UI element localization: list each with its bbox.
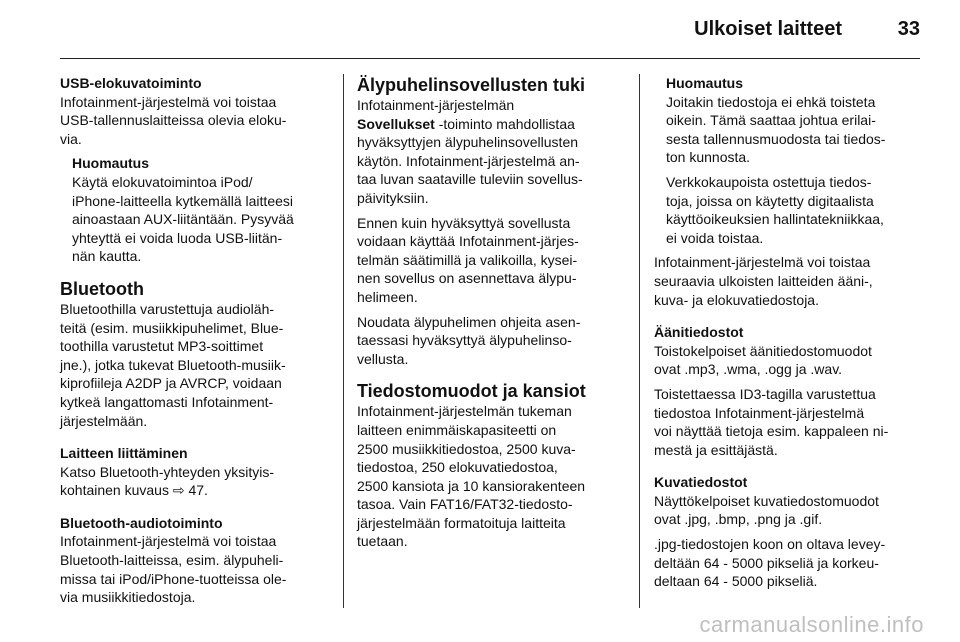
column-1: [60, 74, 332, 607]
paragraph: [654, 385, 920, 459]
body-line: mestä ja esittäjästä.: [654, 441, 778, 458]
header-rule: [60, 58, 920, 59]
body-line: deltään 64 - 5000 pikseliä ja korkeu-: [654, 554, 879, 571]
body-line: Infotainment-järjestelmä voi toistaa: [654, 254, 871, 271]
body-line: telmän säätimillä ja valikoilla, kysei-: [357, 251, 578, 268]
body-line: tuetaan.: [357, 533, 408, 550]
body-line: helimeen.: [357, 288, 418, 305]
body-line: käytön. Infotainment-järjestelmä an-: [357, 152, 580, 169]
image-files-heading: Kuvatiedostot: [654, 474, 748, 491]
usb-video-heading: USB-elokuvatoiminto: [60, 75, 202, 91]
body-line: [357, 115, 625, 134]
paragraph: [654, 535, 920, 591]
section-formats: [357, 380, 625, 551]
note-heading: Huomautus: [666, 75, 743, 91]
paragraph-intro: [654, 253, 920, 309]
note-box-1: [60, 154, 332, 266]
note-heading: Huomautus: [72, 155, 149, 172]
body-line: Infotainment-järjestelmä voi toistaa: [60, 93, 277, 110]
body-line: kytkeä langattomasti Infotainment-: [60, 393, 274, 410]
column-2: [357, 74, 625, 551]
column-divider-2: [639, 74, 640, 608]
page-ref-arrow-icon: ⇨: [172, 482, 185, 499]
note-line: käyttöoikeuksien hallintatekniikkaa,: [666, 211, 884, 228]
body-line: Toistettaessa ID3-tagilla varustettua: [654, 385, 876, 402]
body-text: kohtainen kuvaus: [60, 482, 169, 499]
paragraph: [357, 313, 625, 369]
body-line: järjestelmään.: [60, 412, 148, 429]
note-line: ton kunnosta.: [666, 149, 751, 166]
note-line: nän kautta.: [72, 248, 142, 265]
paragraph: [666, 173, 920, 247]
body-line: toothilla varustetut MP3-soittimet: [60, 338, 264, 355]
body-line: via musiikkitiedostoja.: [60, 589, 196, 606]
body-line: Infotainment-järjestelmän tukeman: [357, 403, 572, 420]
body-line: .jpg-tiedostojen koon on oltava levey-: [654, 536, 886, 553]
page-number: 33: [897, 18, 920, 40]
body-line: Katso Bluetooth-yhteyden yksityis-: [60, 463, 274, 480]
column-divider-1: [343, 74, 344, 608]
note-line: toja, joissa on käytetty digitaalista: [666, 192, 874, 209]
body-line: seuraavia ulkoisten laitteiden ääni-,: [654, 272, 873, 289]
body-line: Infotainment-järjestelmän: [357, 97, 515, 113]
body-line: deltaan 64 - 5000 pikseliä.: [654, 573, 818, 590]
body-line: USB-tallennuslaitteissa olevia eloku-: [60, 112, 287, 129]
body-line: kiprofiileja A2DP ja AVRCP, voidaan: [60, 375, 282, 392]
note-line: ainoastaan AUX-liitäntään. Pysyvää: [72, 211, 294, 228]
section-connecting: [60, 444, 332, 500]
body-line: päivityksiin.: [357, 189, 429, 206]
section-audio-files: [654, 323, 920, 459]
apps-term: Sovellukset: [357, 115, 435, 132]
audio-files-heading: Äänitiedostot: [654, 324, 744, 341]
section-image-files: [654, 473, 920, 591]
body-line: Toistokelpoiset äänitiedostomuodot: [654, 342, 872, 359]
paragraph: [357, 214, 625, 307]
body-line: tiedostoa, 250 elokuvatiedostoa,: [357, 459, 558, 476]
body-line: tiedostoa Infotainment-järjestelmä: [654, 404, 865, 421]
body-line: Ennen kuin hyväksyttyä sovellusta: [357, 214, 571, 231]
body-line: via.: [60, 130, 82, 147]
formats-heading: Tiedostomuodot ja kansiot: [357, 381, 586, 402]
smartphone-heading: Älypuhelinsovellusten tuki: [357, 75, 586, 95]
body-line: 2500 musiikkitiedostoa, 2500 kuva-: [357, 440, 576, 457]
body-line: Bluetoothilla varustettuja audioläh-: [60, 300, 275, 317]
body-line: Bluetooth-laitteissa, esim. älypuheli-: [60, 552, 284, 569]
body-line: voi näyttää tietoja esim. kappaleen ni-: [654, 423, 889, 440]
body-line: hyväksyttyjen älypuhelinsovellusten: [357, 134, 579, 151]
body-line: missa tai iPod/iPhone-tuotteissa ole-: [60, 570, 287, 587]
section-bluetooth: [60, 278, 332, 430]
note-line: sesta tallennusmuodosta tai tiedos-: [666, 130, 886, 147]
body-line: taa luvan saataville tuleviin sovellus-: [357, 171, 583, 188]
note-line: Käytä elokuvatoimintoa iPod/: [72, 173, 253, 190]
chapter-title: Ulkoiset laitteet: [694, 18, 842, 40]
body-line: [60, 481, 332, 500]
body-line: 2500 kansiota ja 10 kansiorakenteen: [357, 477, 586, 494]
note-line: iPhone-laitteella kytkemällä laitteesi: [72, 192, 293, 209]
body-line: Noudata älypuhelimen ohjeita asen-: [357, 313, 581, 330]
body-line: taessasi hyväksyttyä älypuhelinso-: [357, 332, 572, 349]
body-line: ovat .jpg, .bmp, .png ja .gif.: [654, 511, 823, 528]
column-3: [654, 74, 920, 591]
note-line: Verkkokaupoista ostettuja tiedos-: [666, 173, 872, 190]
body-line: jne.), jotka tukevat Bluetooth-musiik-: [60, 356, 286, 373]
body-line: voidaan käyttää Infotainment-järjes-: [357, 233, 579, 250]
bluetooth-heading: Bluetooth: [60, 278, 144, 299]
body-line: nen sovellus on asennettava älypu-: [357, 270, 577, 287]
body-line: Näyttökelpoiset kuvatiedostomuodot: [654, 492, 879, 509]
body-line: laitteen enimmäiskapasiteetti on: [357, 421, 557, 438]
section-bt-audio: [60, 514, 332, 607]
body-line: teitä (esim. musiikkipuhelimet, Blue-: [60, 319, 284, 336]
body-line: kuva- ja elokuvatiedostoja.: [654, 291, 819, 308]
note-line: Joitakin tiedostoja ei ehkä toisteta: [666, 93, 876, 110]
body-line: järjestelmään formatoituja laitteita: [357, 514, 566, 531]
note-line: yhteyttä ei voida luoda USB-liitän-: [72, 229, 283, 246]
note-line: ei voida toistaa.: [666, 229, 764, 246]
page-header: [0, 0, 960, 62]
body-line: ovat .mp3, .wma, .ogg ja .wav.: [654, 361, 843, 378]
section-smartphone: [357, 74, 625, 368]
connecting-heading: Laitteen liittäminen: [60, 445, 188, 462]
body-text: -toiminto mahdollistaa: [434, 115, 575, 132]
watermark: carmanualsonline.info: [699, 612, 924, 637]
note-line: oikein. Tämä saattaa johtua erilai-: [666, 112, 876, 129]
body-line: vellusta.: [357, 350, 409, 367]
body-line: tasoa. Vain FAT16/FAT32-tiedosto-: [357, 496, 573, 513]
page-ref-link[interactable]: 47.: [188, 482, 208, 499]
section-usb-video: [60, 74, 332, 148]
body-line: Infotainment-järjestelmä voi toistaa: [60, 533, 277, 550]
bt-audio-heading: Bluetooth-audiotoiminto: [60, 514, 223, 531]
note-box-2: [654, 74, 920, 247]
